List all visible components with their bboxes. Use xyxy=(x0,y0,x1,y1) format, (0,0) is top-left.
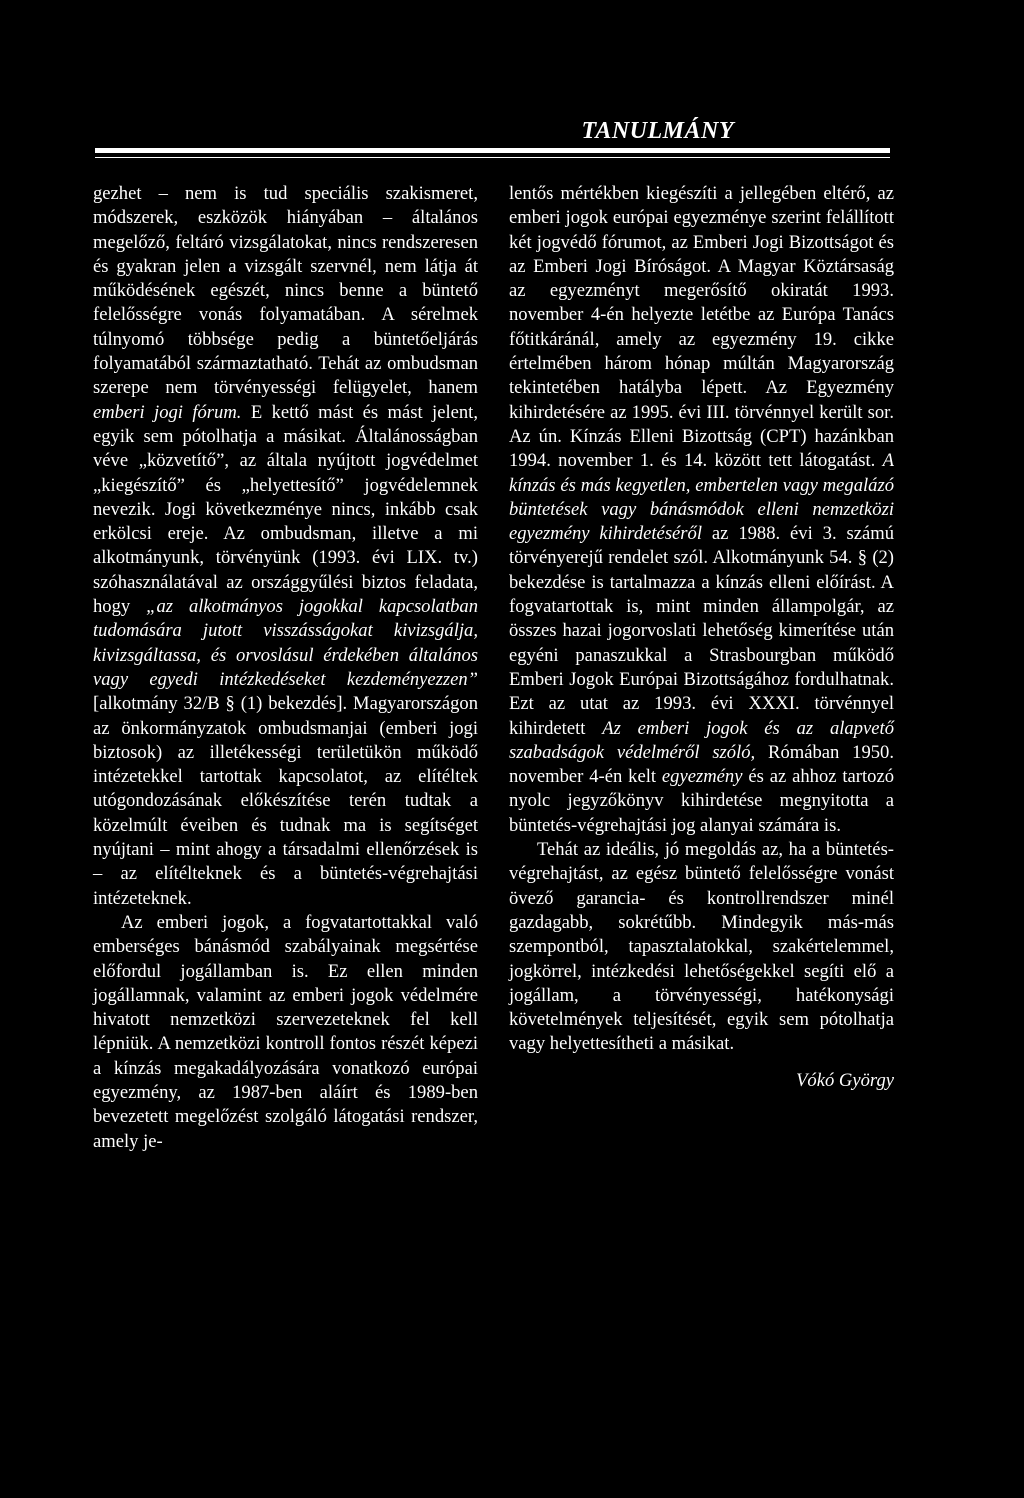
right-column xyxy=(509,182,894,1093)
author-signature: Vókó György xyxy=(796,1069,894,1091)
italic-text-run: egyezmény xyxy=(661,766,743,788)
italic-text-run: Az emberi jogok és az alapvető szabadságok védelméről szóló, xyxy=(509,717,894,763)
text-run: gezhet – nem is tud speciális szakismeret, módszerek, eszközök hiányában – általános megelőző, feltáró vizsgálatokat, nincs rendszeresen és gyakran jelen a vizsgált szervnél, nem látja át működésének egészét, nincs benne a büntető felelősségre vonás folyamatában. A sérelmek túlnyomó többsége pedig a büntetőeljárás folyamatából származtatható. Tehát az ombudsman szerepe nem törvényességi felügyelet, hanem xyxy=(93,183,478,399)
header-rule-thick xyxy=(95,148,890,153)
italic-text-run: „az alkotmányos jogokkal kapcsolatban tudomására jutott visszásságokat kivizsgálja, kivizsgáltassa, és orvoslásul érdekében általános vagy egyedi intézkedéseket kezdeményezzen” xyxy=(93,596,479,690)
text-run: és az ahhoz tartozó nyolc jegyzőkönyv kihirdetése megnyitotta a büntetés-végrehajtási jog alanyai számára is. xyxy=(509,766,894,836)
section-title-text: TANULMÁNY xyxy=(581,118,734,144)
left-paragraph-1 xyxy=(93,182,478,911)
text-run: az 1988. évi 3. számú törvényerejű rendelet szól. Alkotmányunk 54. § (2) bekezdése is tartalmazza a kínzás elleni előírást. A fogvatartottak is, mint minden állampolgár, az összes hazai jogorvoslati lehetőség kimerítése után egyéni panaszukkal a Strasbourgban működő Emberi Jogok Európai Bizottságához fordulhatnak. Ezt az utat az 1993. évi XXXI. törvénnyel kihirdetett xyxy=(509,523,894,739)
italic-text-run: A kínzás és más kegyetlen, embertelen vagy megalázó büntetések vagy bánásmódok elleni nemzetközi egyezmény kihirdetéséről xyxy=(509,450,894,545)
italic-text-run: emberi jogi fórum. xyxy=(93,401,242,423)
text-run: [alkotmány 32/B § (1) bekezdés]. Magyarországon az önkormányzatok ombudsmanjai (emberi jogi biztosok) az illetékességi területükön működő intézetekkel tartottak kapcsolatot, az elítéltek utógondozásának előkészítése terén tudtak a közelmúlt éveiben és tudnak ma is segítséget nyújtani – mint ahogy a társadalmi ellenőrzések is – az elítélteknek és a büntetés-végrehajtási intézeteknek. xyxy=(93,693,478,909)
text-run: Rómában 1950. november 4-én kelt xyxy=(509,741,894,788)
left-column xyxy=(93,182,478,1154)
text-run: lentős mértékben kiegészíti a jellegében eltérő, az emberi jogok európai egyezménye szerint felállított két jogvédő fórumot, az Emberi Jogi Bizottságot és az Emberi Jogi Bíróságot. A Magyar Köztársaság az egyezményt megerősítő okiratát 1993. november 4-én helyezte letétbe az Európa Tanács főtitkáránál, amely az egyezmény 19. cikke értelmében három hónap múltán Magyarország tekintetében hatályba lépett. Az Egyezmény kihirdetésére az 1995. évi III. törvénnyel került sor. Az ún. Kínzás Elleni Bizottság (CPT) hazánkban 1994. november 1. és 14. között tett látogatást. xyxy=(509,183,894,472)
text-run: Az emberi jogok, a fogvatartottakkal való emberséges bánásmód szabályainak megsértése előfordul jogállamban is. Ez ellen minden jogállamnak, valamint az emberi jogok védelmére hivatott nemzetközi szervezeteknek fel kell lépniük. A nemzetközi kontroll fontos részét képezi a kínzás megakadályozására vonatkozó európai egyezmény, az 1987-ben aláírt és 1989-ben bevezetett megelőzést szolgáló látogatási rendszer, amely je- xyxy=(93,911,478,1152)
right-paragraph-2 xyxy=(509,838,894,1057)
header-rule-thin xyxy=(95,157,890,158)
left-paragraph-2 xyxy=(93,911,478,1154)
text-run: Tehát az ideális, jó megoldás az, ha a büntetés-végrehajtást, az egész büntető felelősségre vonást övező garancia- és kontrollrendszer minél gazdagabb, sokrétűbb. Mindegyik más-más szempontból, tapasztalatokkal, szakértelemmel, jogkörrel, intézkedési lehetőségekkel segíti elő a jogállam, a törvényességi, hatékonysági követelmények teljesítését, egyik sem pótolhatja vagy helyettesítheti a másikat. xyxy=(509,839,894,1055)
section-title xyxy=(0,118,1024,145)
text-run: E kettő mást és mást jelent, egyik sem pótolhatja a másikat. Általánosságban véve „közvetítő”, az általa nyújtott jogvédelmet „kiegészítő” és „helyettesítő” jogvédelemnek nevezik. Jogi következménye nincs, inkább csak erkölcsi ereje. Az ombudsman, illetve a mi alkotmányunk, törvényünk (1993. évi LIX. tv.) szóhasználatával az országgyűlési biztos feladata, hogy xyxy=(93,401,478,618)
right-paragraph-1 xyxy=(509,182,894,838)
